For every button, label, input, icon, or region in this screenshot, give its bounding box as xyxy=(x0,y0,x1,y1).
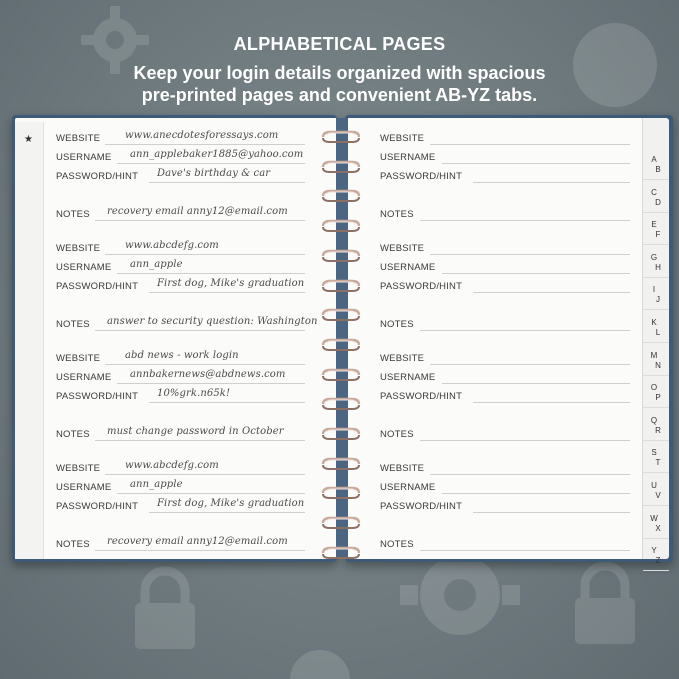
tab-divider xyxy=(643,472,669,473)
right-website-label: WEBSITE xyxy=(380,243,425,254)
left-page-tab-strip xyxy=(15,122,43,559)
tab-letter[interactable]: G xyxy=(650,252,658,262)
left-username-label: USERNAME xyxy=(56,482,112,493)
tab-letter[interactable]: L xyxy=(655,328,661,337)
spiral-ring xyxy=(320,338,362,352)
tab-divider xyxy=(643,277,669,278)
tab-letter[interactable]: U xyxy=(651,481,657,490)
tab-letter[interactable]: A xyxy=(651,155,657,164)
left-password-line xyxy=(149,292,305,293)
tab-divider xyxy=(643,570,669,571)
right-password-line[interactable] xyxy=(473,182,630,183)
right-password-line[interactable] xyxy=(473,402,630,403)
left-username-label: USERNAME xyxy=(56,372,112,383)
right-password-label: PASSWORD/HINT xyxy=(380,391,463,402)
left-username-line xyxy=(117,383,305,384)
left-website-value[interactable]: www.abcdefg.com xyxy=(125,240,219,251)
left-password-line xyxy=(149,182,305,183)
tab-divider xyxy=(643,538,669,539)
tab-divider xyxy=(643,179,669,180)
right-username-label: USERNAME xyxy=(380,482,436,493)
tab-letter[interactable]: Z xyxy=(655,556,661,566)
left-password-value[interactable]: First dog, Mike's graduation xyxy=(157,498,305,509)
right-username-label: USERNAME xyxy=(380,152,436,163)
tab-divider xyxy=(643,244,669,245)
tab-letter[interactable]: M xyxy=(650,350,658,360)
right-website-line[interactable] xyxy=(430,364,630,365)
left-username-value[interactable]: ann_apple xyxy=(130,479,183,490)
tab-letter[interactable]: R xyxy=(655,425,661,435)
left-password-line xyxy=(149,402,305,403)
tab-letter[interactable]: T xyxy=(655,458,661,468)
lock-icon xyxy=(125,565,205,655)
spiral-ring xyxy=(320,486,362,500)
subtitle-line-1: Keep your login details organized with spacious xyxy=(133,63,546,83)
page-subtitle xyxy=(0,62,679,106)
right-notes-line[interactable] xyxy=(420,220,630,221)
lock-icon xyxy=(565,560,645,650)
tab-divider xyxy=(643,342,669,343)
left-notes-label: NOTES xyxy=(56,209,90,220)
spiral-ring xyxy=(320,160,362,174)
left-password-label: PASSWORD/HINT xyxy=(56,281,139,292)
tab-letter[interactable]: H xyxy=(655,262,661,272)
left-website-value[interactable]: www.anecdotesforessays.com xyxy=(125,130,279,141)
spiral-ring xyxy=(320,249,362,263)
right-notes-label: NOTES xyxy=(380,429,414,440)
right-website-label: WEBSITE xyxy=(380,463,425,474)
left-password-value[interactable]: First dog, Mike's graduation xyxy=(157,278,305,289)
right-password-label: PASSWORD/HINT xyxy=(380,501,463,512)
right-password-label: PASSWORD/HINT xyxy=(380,281,463,292)
left-notes-line xyxy=(95,220,305,221)
left-website-label: WEBSITE xyxy=(56,243,101,254)
tab-divider xyxy=(643,375,669,376)
left-website-value[interactable]: abd news - work login xyxy=(125,350,239,361)
tab-letter[interactable]: N xyxy=(655,360,661,370)
right-username-line[interactable] xyxy=(442,383,630,384)
left-website-line xyxy=(105,254,305,255)
spiral-ring xyxy=(320,516,362,530)
spiral-ring xyxy=(320,279,362,293)
right-username-line[interactable] xyxy=(442,163,630,164)
left-username-label: USERNAME xyxy=(56,152,112,163)
right-username-line[interactable] xyxy=(442,493,630,494)
tab-letter[interactable]: Q xyxy=(650,415,658,425)
right-website-label: WEBSITE xyxy=(380,353,425,364)
left-password-line xyxy=(149,512,305,513)
tab-letter[interactable]: O xyxy=(650,383,658,393)
tab-letter[interactable]: D xyxy=(655,197,661,207)
right-password-label: PASSWORD/HINT xyxy=(380,171,463,182)
spiral-ring xyxy=(320,397,362,411)
left-username-label: USERNAME xyxy=(56,262,112,273)
right-website-line[interactable] xyxy=(430,254,630,255)
left-website-label: WEBSITE xyxy=(56,463,101,474)
spiral-ring xyxy=(320,130,362,144)
right-username-line[interactable] xyxy=(442,273,630,274)
right-notes-label: NOTES xyxy=(380,539,414,550)
spiral-ring xyxy=(320,308,362,322)
left-notes-value[interactable]: must change password in October xyxy=(107,426,284,437)
tab-divider xyxy=(643,212,669,213)
left-notes-value[interactable]: answer to security question: Washington xyxy=(107,316,318,327)
left-password-value[interactable]: 10%grk.n65k! xyxy=(157,388,231,399)
tab-letter[interactable]: P xyxy=(655,393,661,403)
left-password-label: PASSWORD/HINT xyxy=(56,171,139,182)
left-password-label: PASSWORD/HINT xyxy=(56,391,139,402)
left-username-value[interactable]: ann_applebaker1885@yahoo.com xyxy=(130,149,304,160)
left-notes-line xyxy=(95,550,305,551)
left-username-line xyxy=(117,163,305,164)
right-username-label: USERNAME xyxy=(380,372,436,383)
tab-divider xyxy=(643,309,669,310)
tab-letter[interactable]: E xyxy=(651,220,657,230)
tab-divider xyxy=(643,407,669,408)
left-password-value[interactable]: Dave's birthday & car xyxy=(157,168,271,179)
left-website-line xyxy=(105,364,305,365)
spiral-ring xyxy=(320,368,362,382)
right-notes-line[interactable] xyxy=(420,440,630,441)
tab-letter[interactable]: X xyxy=(655,523,661,533)
left-notes-line xyxy=(95,330,305,331)
tab-letter[interactable]: S xyxy=(651,448,657,458)
left-username-line xyxy=(117,273,305,274)
left-notes-line xyxy=(95,440,305,441)
tab-divider xyxy=(643,505,669,506)
tab-letter[interactable]: V xyxy=(655,491,661,500)
subtitle-line-2: pre-printed pages and convenient AB-YZ tabs. xyxy=(141,85,538,105)
right-password-line[interactable] xyxy=(473,292,630,293)
tab-letter[interactable]: W xyxy=(650,513,658,523)
spiral-ring xyxy=(320,189,362,203)
left-username-value[interactable]: annbakernews@abdnews.com xyxy=(130,369,286,380)
left-notes-value[interactable]: recovery email anny12@email.com xyxy=(107,206,288,217)
spiral-ring xyxy=(320,427,362,441)
right-website-line[interactable] xyxy=(430,474,630,475)
spiral-ring xyxy=(320,219,362,233)
left-notes-label: NOTES xyxy=(56,539,90,550)
left-notes-value[interactable]: recovery email anny12@email.com xyxy=(107,536,288,547)
tab-letter[interactable]: B xyxy=(655,165,661,174)
right-website-line[interactable] xyxy=(430,144,630,145)
tab-letter[interactable]: J xyxy=(656,295,660,305)
left-website-line xyxy=(105,474,305,475)
tab-letter[interactable]: F xyxy=(655,230,661,240)
left-website-label: WEBSITE xyxy=(56,133,101,144)
right-username-label: USERNAME xyxy=(380,262,436,273)
right-website-label: WEBSITE xyxy=(380,133,425,144)
tab-divider xyxy=(643,440,669,441)
left-website-value[interactable]: www.abcdefg.com xyxy=(125,460,219,471)
tab-letter[interactable]: I xyxy=(652,285,656,295)
tab-letter[interactable]: Y xyxy=(651,546,657,556)
right-notes-line[interactable] xyxy=(420,330,630,331)
left-notes-label: NOTES xyxy=(56,319,90,330)
left-username-value[interactable]: ann_apple xyxy=(130,259,183,270)
spiral-ring xyxy=(320,457,362,471)
left-website-line xyxy=(105,144,305,145)
tab-letter[interactable]: K xyxy=(651,318,657,327)
left-website-label: WEBSITE xyxy=(56,353,101,364)
left-notes-label: NOTES xyxy=(56,429,90,440)
spiral-ring xyxy=(320,546,362,560)
left-password-label: PASSWORD/HINT xyxy=(56,501,139,512)
left-username-line xyxy=(117,493,305,494)
tab-letter[interactable]: C xyxy=(651,187,657,197)
right-notes-label: NOTES xyxy=(380,319,414,330)
right-notes-label: NOTES xyxy=(380,209,414,220)
star-icon: ★ xyxy=(24,134,33,145)
gear-icon xyxy=(270,630,370,679)
right-password-line[interactable] xyxy=(473,512,630,513)
page-headline: ALPHABETICAL PAGES xyxy=(233,34,446,54)
right-notes-line[interactable] xyxy=(420,550,630,551)
